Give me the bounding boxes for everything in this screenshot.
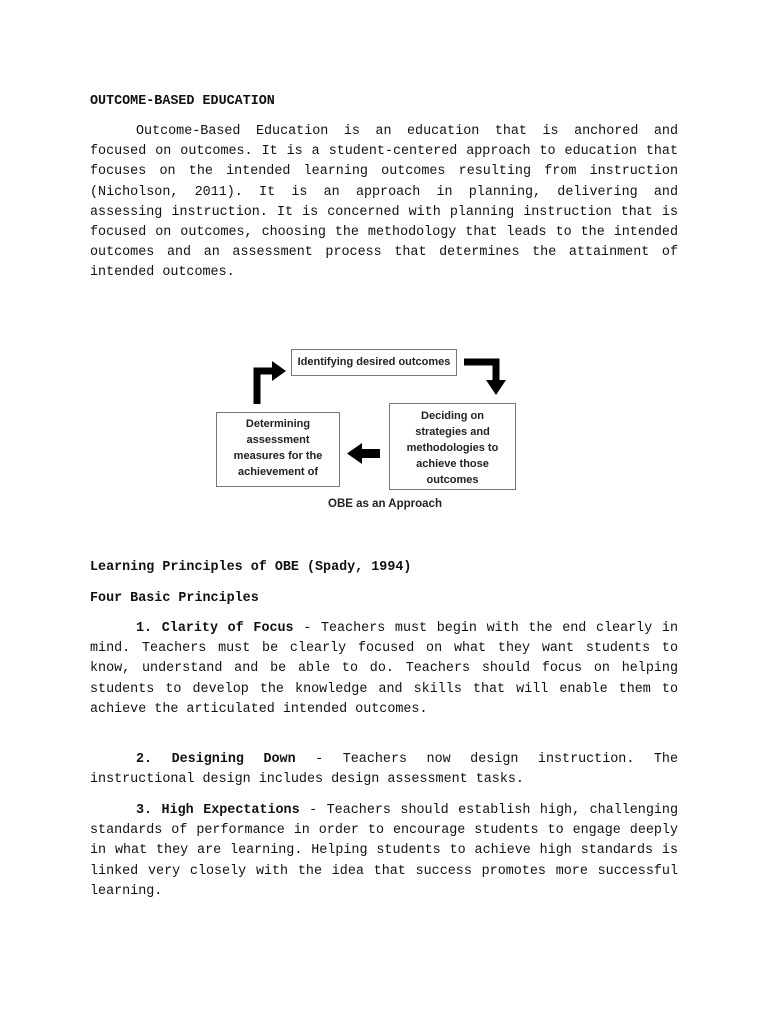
principle-title: 3. High Expectations: [136, 803, 300, 818]
principle-text: - Teachers must begin with the end clearly in mind. Teachers must be clearly focused on what they want students to know, understand and be able to do. Teachers should focus on helping students to develop the knowledge and skills that will enable them to achieve the articulated intended outcomes.: [90, 621, 678, 717]
principles-heading: Learning Principles of OBE (Spady, 1994): [90, 560, 412, 575]
principle-title: 1. Clarity of Focus: [136, 621, 294, 636]
principle-text: - Teachers now design instruction. The instructional design includes design assessment tasks.: [90, 752, 679, 788]
arrow-left-icon: [347, 443, 380, 464]
arrow-up-right-icon: [257, 361, 286, 404]
principle-title: 2. Designing Down: [136, 752, 296, 767]
document-title: OUTCOME-BASED EDUCATION: [90, 94, 275, 109]
principle-text: - Teachers should establish high, challenging standards of performance in order to encourage students to engage deeply in what they are learning. Helping students to achieve high standards is linked very closely with the idea that success promotes more successful learning.: [90, 803, 678, 899]
box-determining-assessment: Determining assessment measures for the achievement of: [216, 412, 340, 487]
box-deciding-strategies: Deciding on strategies and methodologies to achieve those outcomes: [389, 403, 516, 490]
box-identifying-outcomes: Identifying desired outcomes: [291, 349, 457, 376]
principle-designing-down: [90, 750, 678, 790]
principle-high-expectations: [90, 801, 678, 902]
arrow-right-down-icon: [464, 362, 506, 395]
principle-clarity-of-focus: [90, 619, 678, 720]
basic-principles-heading: Four Basic Principles: [90, 591, 259, 606]
figure-caption: OBE as an Approach: [328, 498, 442, 510]
intro-paragraph: Outcome-Based Education is an education that is anchored and focused on outcomes. It is a student-centered approach to education that focuses on the intended learning outcomes resulting from instruction (Nicholson, 2011). It is an approach in planning, delivering and assessing instruction. It is concerned with planning instruction that is focused on outcomes, choosing the methodology that leads to the intended outcomes and an assessment process that determines the attainment of intended outcomes.: [90, 124, 678, 281]
